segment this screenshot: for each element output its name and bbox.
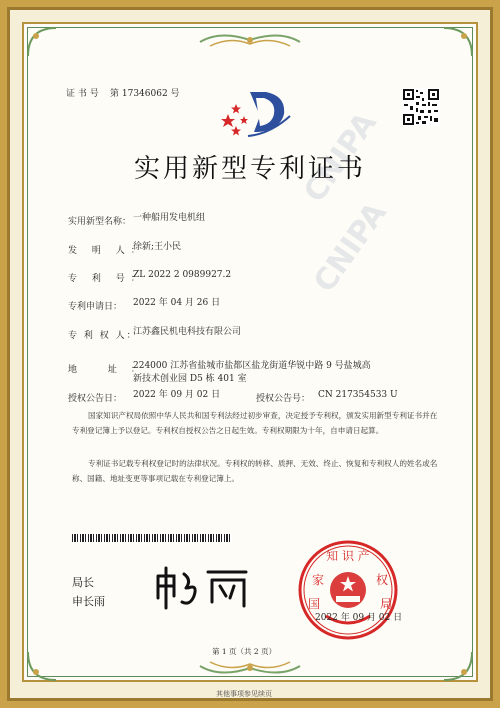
svg-text:权: 权 <box>376 573 389 587</box>
corner-ornament-icon <box>440 26 474 60</box>
handwritten-signature <box>150 562 260 614</box>
application-date-value: 2022 年 04 月 26 日 <box>133 298 221 308</box>
patentee-value: 江苏鑫民机电科技有限公司 <box>133 327 242 337</box>
legal-status-paragraph: 专利证书记载专利权登记时的法律状况。专利权的转移、质押、无效、终止、恢复和专利权人的姓名或名称、国籍、地址变更等事项记载在专利登记簿上。 <box>72 459 438 483</box>
corner-ornament-icon <box>26 648 60 682</box>
patent-number-value: ZL 2022 2 0989927.2 <box>133 270 232 280</box>
utility-name-value: 一种船用发电机组 <box>133 213 206 223</box>
inventor-label: 发 明 人： <box>68 246 146 256</box>
corner-ornament-icon <box>26 26 60 60</box>
barcode <box>72 534 232 542</box>
seal-date: 2022 年 09 月 02 日 <box>315 613 403 623</box>
official-seal-icon <box>296 538 403 642</box>
cnipa-logo-icon <box>220 86 294 142</box>
patentee-label: 专 利 权 人： <box>68 331 138 341</box>
svg-text:家: 家 <box>312 573 325 587</box>
svg-text:知 识 产: 知 识 产 <box>326 549 370 563</box>
director-name: 申长雨 <box>72 595 105 608</box>
grant-date-label: 授权公告日： <box>68 394 123 404</box>
certificate-statement-paragraph: 国家知识产权局依照中华人民共和国专利法经过初步审查，决定授予专利权，颁发实用新型专利证书并在专利登记簿上予以登记。专利权自授权公告之日起生效。专利权期限为十年，自申请日起算。 <box>72 411 438 435</box>
address-label: 地 址： <box>68 365 154 375</box>
inventor-value: 徐新;王小民 <box>133 242 182 252</box>
patent-number-label: 专 利 号： <box>68 274 146 284</box>
grant-number-value: CN 217354533 U <box>318 390 398 400</box>
director-title: 局长 <box>72 576 94 589</box>
utility-name-label: 实用新型名称： <box>68 217 132 227</box>
page-number: 第 1 页（共 2 页） <box>212 647 277 656</box>
corner-ornament-icon <box>440 648 474 682</box>
continuation-note: 其他事项参见续页 <box>216 690 272 698</box>
certificate-number: 第 17346062 号 <box>110 89 180 99</box>
bottom-ornament-icon <box>190 658 310 680</box>
watermark: CNIPA <box>307 196 394 299</box>
svg-text:局: 局 <box>380 597 393 611</box>
watermark: CNIPA <box>297 106 384 209</box>
certificate-number-label: 证 书 号 <box>66 89 99 99</box>
svg-text:国: 国 <box>308 597 321 611</box>
address-line-1: 224000 江苏省盐城市盐都区盐龙街道华锐中路 9 号盐城高 <box>133 361 371 371</box>
top-ornament-icon <box>190 30 310 52</box>
address-line-2: 新技术创业园 D5 栋 401 室 <box>133 374 247 384</box>
application-date-label: 专利申请日： <box>68 302 123 312</box>
certificate-title: 实用新型专利证书 <box>133 154 366 184</box>
qr-code-icon <box>402 88 440 126</box>
grant-date-value: 2022 年 09 月 02 日 <box>133 390 221 400</box>
grant-number-label: 授权公告号： <box>256 394 311 404</box>
